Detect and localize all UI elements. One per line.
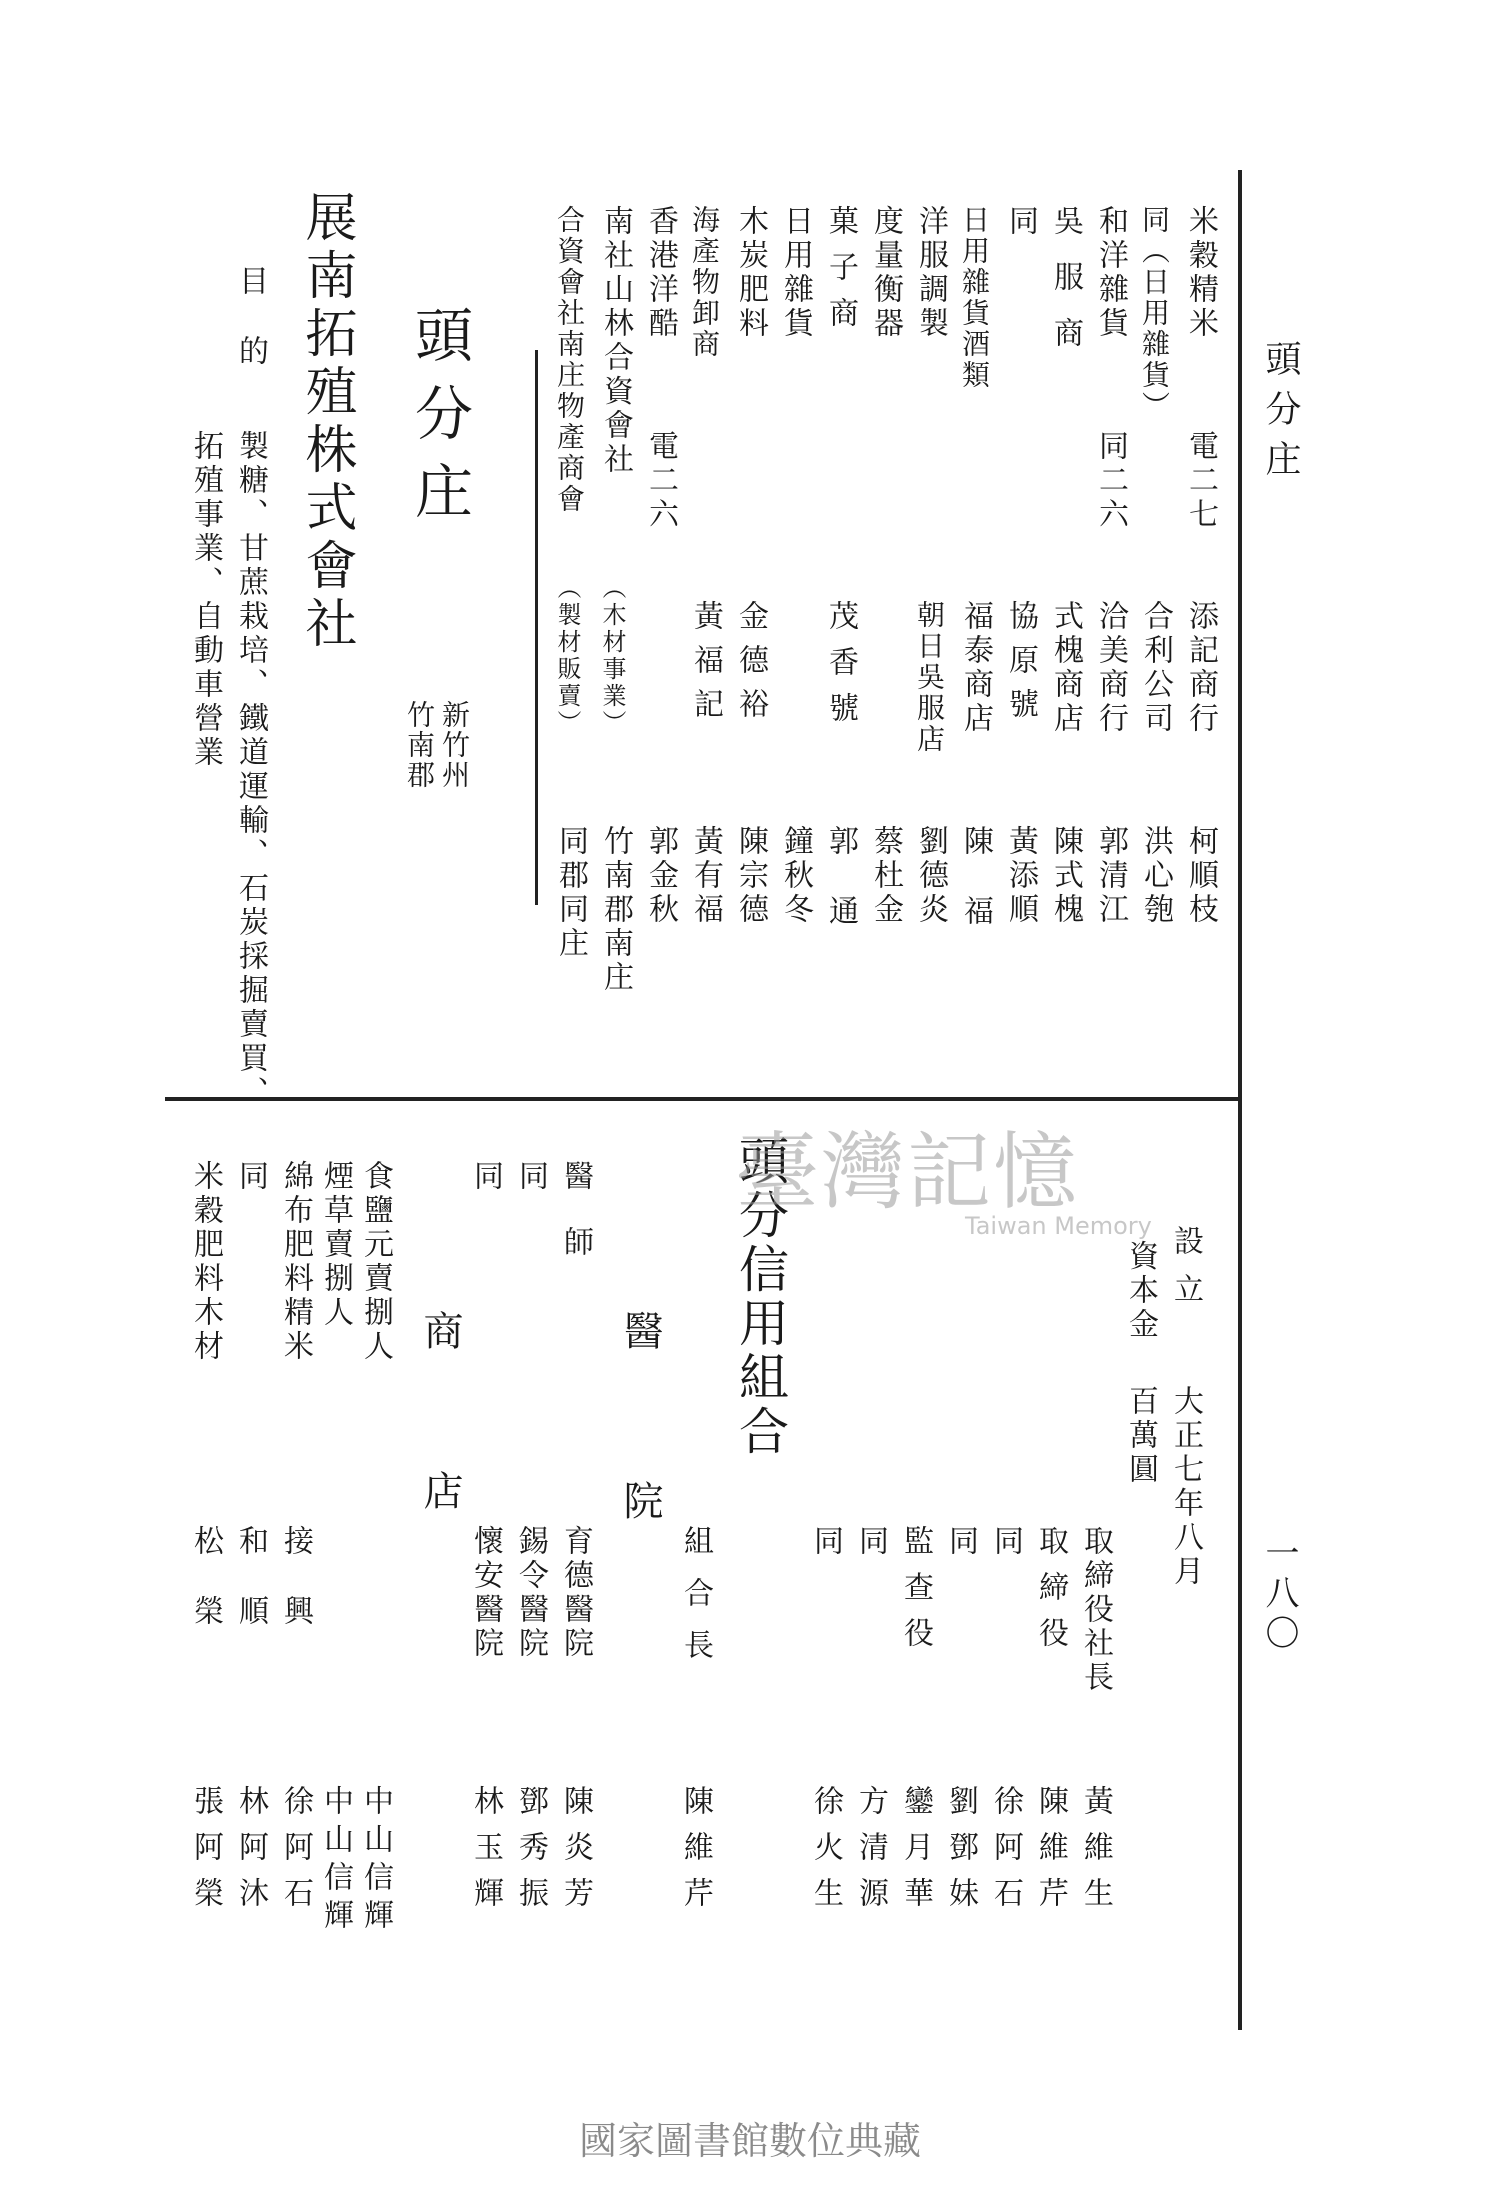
officer-role: 取締役社長	[1078, 1525, 1113, 1695]
officer-role: 同	[943, 1525, 978, 1559]
shop-trade: 煙草賣捌人	[318, 1160, 353, 1330]
list-item: 合資會社南庄物產商會	[553, 205, 586, 515]
purpose-label: 目的	[233, 265, 268, 405]
capital-label: 資本金	[1123, 1240, 1158, 1342]
officer-role: 監查役	[898, 1525, 933, 1663]
clinic-heading: 醫院	[617, 1310, 663, 1650]
officer-name: 黃維生	[1078, 1785, 1113, 1923]
town-note-district: 竹南郡	[403, 700, 436, 790]
shop-name: 接興	[278, 1525, 313, 1665]
officer-role: 同	[988, 1525, 1023, 1559]
officer-name: 徐阿石	[988, 1785, 1023, 1923]
officer-name: 陳維芹	[1033, 1785, 1068, 1923]
shop-trade: 綿布肥料精米	[278, 1160, 313, 1364]
list-item: 吳服商	[1048, 205, 1083, 373]
company-name: 展南拓殖株式會社	[296, 190, 356, 654]
list-item: 同	[1003, 205, 1038, 239]
running-title: 頭分庄	[1260, 340, 1301, 490]
list-item: 木炭肥料	[733, 205, 768, 341]
union-role: 組合長	[678, 1525, 713, 1681]
list-item: 日用雜貨酒類	[958, 205, 991, 391]
clinic-role: 同	[468, 1160, 503, 1194]
list-item: 同（日用雜貨）	[1138, 205, 1171, 422]
purpose-line-2: 拓殖事業、自動車營業	[188, 430, 223, 770]
shop-owner: 中山信輝	[358, 1785, 393, 1937]
list-item: 南社山林合資會社	[598, 205, 633, 477]
watermark-text: Taiwan Memory	[965, 1212, 1152, 1240]
clinic-name: 育德醫院	[558, 1525, 593, 1661]
list-item: 和洋雜貨	[1093, 205, 1128, 341]
clinic-person: 林玉輝	[468, 1785, 503, 1923]
officer-name: 劉鄧妹	[943, 1785, 978, 1923]
shop-name: 松榮	[188, 1525, 223, 1665]
established-value: 大正七年八月	[1168, 1385, 1203, 1589]
heading-divider-rule	[535, 350, 538, 905]
purpose-line-1: 製糖、甘蔗栽培、鐵道運輸、石炭採掘賣買、	[233, 430, 268, 1110]
clinic-name: 懷安醫院	[468, 1525, 503, 1661]
list-item: 菓子商	[823, 205, 858, 343]
footer-credit: 國家圖書館數位典藏	[578, 2119, 921, 2163]
list-item: 日用雜貨	[778, 205, 813, 341]
established-label: 設立	[1168, 1225, 1203, 1321]
middle-divider-rule	[165, 1097, 1242, 1101]
watermark-logo: 臺灣記憶	[735, 1123, 1080, 1221]
shop-trade: 米穀肥料木材	[188, 1160, 223, 1364]
officer-role: 同	[853, 1525, 888, 1559]
clinic-person: 陳炎芳	[558, 1785, 593, 1923]
shop-heading: 商店	[417, 1310, 463, 1630]
officer-name: 鑾月華	[898, 1785, 933, 1923]
capital-value: 百萬圓	[1123, 1385, 1158, 1487]
officer-name: 徐火生	[808, 1785, 843, 1923]
shop-owner: 林阿沐	[233, 1785, 268, 1923]
shop-owner: 中山信輝	[318, 1785, 353, 1937]
town-note-prefecture: 新竹州	[438, 700, 471, 790]
officer-role: 同	[808, 1525, 843, 1559]
credit-union-title: 頭分信用組合	[731, 1135, 789, 1459]
list-item: 米穀精米	[1183, 205, 1218, 341]
shop-trade: 食鹽元賣捌人	[358, 1160, 393, 1364]
shop-owner: 張阿榮	[188, 1785, 223, 1923]
union-head-name: 陳維芹	[678, 1785, 713, 1923]
clinic-person: 鄧秀振	[513, 1785, 548, 1923]
clinic-role: 同	[513, 1160, 548, 1194]
shop-owner: 徐阿石	[278, 1785, 313, 1923]
shop-trade: 同	[233, 1160, 268, 1194]
clinic-name: 錫令醫院	[513, 1525, 548, 1661]
page-number: 一八〇	[1259, 1535, 1299, 1655]
officer-name: 方清源	[853, 1785, 888, 1923]
town-heading: 頭分庄	[405, 305, 473, 539]
officer-role: 取締役	[1033, 1525, 1068, 1663]
clinic-role: 醫師	[558, 1160, 593, 1292]
list-item: 度量衡器	[868, 205, 903, 341]
list-item: 香港洋酷	[643, 205, 678, 341]
shop-name: 和順	[233, 1525, 268, 1665]
list-item: 洋服調製	[913, 205, 948, 341]
list-item: 海產物卸商	[688, 205, 721, 360]
